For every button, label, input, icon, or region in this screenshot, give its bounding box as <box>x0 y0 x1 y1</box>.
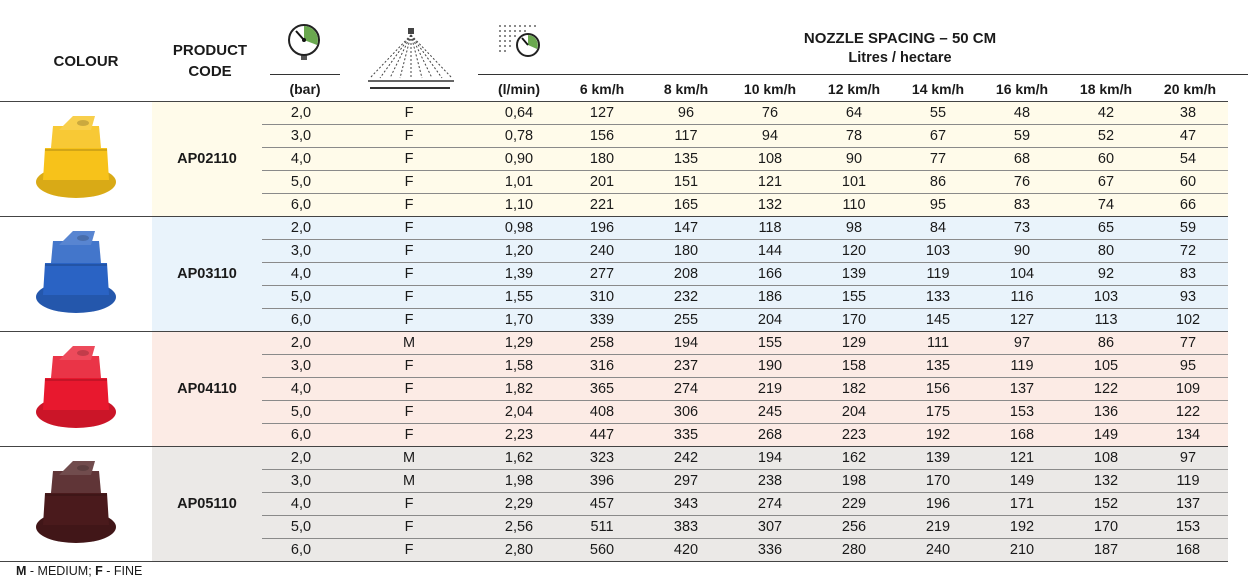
rate-cell: 76 <box>980 171 1064 194</box>
pressure-cell: 3,0 <box>262 470 340 493</box>
rate-cell: 170 <box>812 309 896 332</box>
rate-cell: 52 <box>1064 125 1148 148</box>
rate-cell: 204 <box>812 401 896 424</box>
rate-cell: 77 <box>1148 332 1228 355</box>
flow-cell: 1,29 <box>478 332 560 355</box>
rate-cell: 74 <box>1064 194 1148 217</box>
rate-cell: 127 <box>980 309 1064 332</box>
droplet-cell: F <box>340 516 478 539</box>
flow-cell: 0,90 <box>478 148 560 171</box>
rate-cell: 96 <box>644 102 728 125</box>
spray-pattern-icon <box>368 28 454 87</box>
rate-cell: 182 <box>812 378 896 401</box>
rate-cell: 245 <box>728 401 812 424</box>
rate-cell: 144 <box>728 240 812 263</box>
rate-cell: 119 <box>1148 470 1228 493</box>
rate-cell: 139 <box>896 447 980 470</box>
speed-header: 6 km/h <box>579 81 625 97</box>
rate-cell: 95 <box>1148 355 1228 378</box>
rate-cell: 94 <box>728 125 812 148</box>
rate-cell: 95 <box>896 194 980 217</box>
flow-cell: 0,64 <box>478 102 560 125</box>
speed-header: 10 km/h <box>743 81 797 97</box>
speed-header: 16 km/h <box>995 81 1049 97</box>
rate-cell: 162 <box>812 447 896 470</box>
rate-cell: 54 <box>1148 148 1228 171</box>
pressure-unit: (bar) <box>289 81 321 97</box>
table-row <box>0 217 1228 240</box>
rate-cell: 190 <box>728 355 812 378</box>
rate-cell: 119 <box>896 263 980 286</box>
rate-cell: 119 <box>980 355 1064 378</box>
rate-cell: 136 <box>1064 401 1148 424</box>
rate-cell: 180 <box>560 148 644 171</box>
flow-cell: 1,01 <box>478 171 560 194</box>
droplet-cell: F <box>340 194 478 217</box>
rate-cell: 223 <box>812 424 896 447</box>
rate-cell: 232 <box>644 286 728 309</box>
rate-cell: 122 <box>1148 401 1228 424</box>
rate-cell: 108 <box>728 148 812 171</box>
rate-cell: 221 <box>560 194 644 217</box>
table-row <box>0 102 1228 125</box>
rate-cell: 113 <box>1064 309 1148 332</box>
pressure-gauge-icon <box>283 23 325 66</box>
pressure-cell: 4,0 <box>262 148 340 171</box>
rate-cell: 97 <box>1148 447 1228 470</box>
pressure-cell: 5,0 <box>262 401 340 424</box>
droplet-cell: F <box>340 171 478 194</box>
rate-cell: 38 <box>1148 102 1228 125</box>
rate-cell: 145 <box>896 309 980 332</box>
rate-cell: 186 <box>728 286 812 309</box>
flow-cell: 1,82 <box>478 378 560 401</box>
droplet-cell: F <box>340 309 478 332</box>
rate-cell: 116 <box>980 286 1064 309</box>
rate-cell: 67 <box>896 125 980 148</box>
rate-cell: 196 <box>896 493 980 516</box>
rate-cell: 166 <box>728 263 812 286</box>
pressure-cell: 4,0 <box>262 378 340 401</box>
rate-cell: 229 <box>812 493 896 516</box>
rate-cell: 90 <box>812 148 896 171</box>
rate-cell: 152 <box>1064 493 1148 516</box>
rate-cell: 447 <box>560 424 644 447</box>
rate-cell: 104 <box>980 263 1064 286</box>
rate-cell: 208 <box>644 263 728 286</box>
rate-cell: 117 <box>644 125 728 148</box>
rate-cell: 396 <box>560 470 644 493</box>
rate-cell: 151 <box>644 171 728 194</box>
rate-cell: 168 <box>980 424 1064 447</box>
speed-header: 20 km/h <box>1163 81 1217 97</box>
flow-cell: 1,58 <box>478 355 560 378</box>
rate-cell: 365 <box>560 378 644 401</box>
rate-cell: 238 <box>728 470 812 493</box>
rate-cell: 149 <box>1064 424 1148 447</box>
rate-cell: 133 <box>896 286 980 309</box>
speed-header: 18 km/h <box>1079 81 1133 97</box>
flow-meter-icon <box>497 23 543 72</box>
rate-cell: 132 <box>728 194 812 217</box>
rate-cell: 59 <box>980 125 1064 148</box>
pressure-cell: 6,0 <box>262 194 340 217</box>
droplet-cell: F <box>340 424 478 447</box>
droplet-cell: F <box>340 286 478 309</box>
product-code: AP05110 <box>152 447 262 562</box>
rate-cell: 343 <box>644 493 728 516</box>
rate-cell: 165 <box>644 194 728 217</box>
rate-cell: 55 <box>896 102 980 125</box>
rate-cell: 198 <box>812 470 896 493</box>
rate-cell: 135 <box>896 355 980 378</box>
rate-cell: 122 <box>1064 378 1148 401</box>
pressure-cell: 6,0 <box>262 424 340 447</box>
rate-cell: 457 <box>560 493 644 516</box>
rate-cell: 118 <box>728 217 812 240</box>
nozzle-image <box>0 217 152 332</box>
rate-cell: 170 <box>1064 516 1148 539</box>
rate-cell: 158 <box>812 355 896 378</box>
rate-cell: 132 <box>1064 470 1148 493</box>
speed-header: 14 km/h <box>911 81 965 97</box>
rate-cell: 335 <box>644 424 728 447</box>
pressure-cell: 4,0 <box>262 493 340 516</box>
droplet-cell: F <box>340 378 478 401</box>
rate-cell: 277 <box>560 263 644 286</box>
legend-f-key: F <box>95 564 103 578</box>
rate-cell: 93 <box>1148 286 1228 309</box>
rate-cell: 155 <box>812 286 896 309</box>
pressure-divider <box>270 74 340 75</box>
rate-cell: 92 <box>1064 263 1148 286</box>
rate-cell: 109 <box>1148 378 1228 401</box>
rate-cell: 255 <box>644 309 728 332</box>
legend-m-text: - MEDIUM; <box>26 564 96 578</box>
rate-cell: 103 <box>896 240 980 263</box>
droplet-cell: F <box>340 125 478 148</box>
legend-f-text: - FINE <box>102 564 143 578</box>
rate-cell: 86 <box>896 171 980 194</box>
pressure-cell: 3,0 <box>262 240 340 263</box>
rate-cell: 204 <box>728 309 812 332</box>
rate-cell: 306 <box>644 401 728 424</box>
rate-cell: 120 <box>812 240 896 263</box>
rate-cell: 66 <box>1148 194 1228 217</box>
rate-cell: 127 <box>560 102 644 125</box>
table-row <box>0 332 1228 355</box>
rate-cell: 268 <box>728 424 812 447</box>
rate-cell: 149 <box>980 470 1064 493</box>
flow-cell: 1,98 <box>478 470 560 493</box>
pressure-cell: 3,0 <box>262 125 340 148</box>
rate-cell: 219 <box>896 516 980 539</box>
pressure-cell: 2,0 <box>262 102 340 125</box>
rate-cell: 187 <box>1064 539 1148 562</box>
flow-cell: 1,39 <box>478 263 560 286</box>
flow-cell: 2,23 <box>478 424 560 447</box>
flow-cell: 2,80 <box>478 539 560 562</box>
spray-underline <box>370 87 450 89</box>
rate-cell: 242 <box>644 447 728 470</box>
rate-cell: 194 <box>728 447 812 470</box>
rate-cell: 219 <box>728 378 812 401</box>
rate-cell: 339 <box>560 309 644 332</box>
pressure-cell: 4,0 <box>262 263 340 286</box>
rate-cell: 147 <box>644 217 728 240</box>
rate-cell: 68 <box>980 148 1064 171</box>
rate-cell: 153 <box>980 401 1064 424</box>
nozzle-image <box>0 332 152 447</box>
rate-cell: 511 <box>560 516 644 539</box>
droplet-cell: F <box>340 102 478 125</box>
droplet-cell: F <box>340 401 478 424</box>
speed-header: 8 km/h <box>663 81 709 97</box>
rate-cell: 111 <box>896 332 980 355</box>
pressure-cell: 6,0 <box>262 309 340 332</box>
speed-header: 12 km/h <box>827 81 881 97</box>
flow-cell: 2,04 <box>478 401 560 424</box>
product-code: AP02110 <box>152 102 262 217</box>
rate-cell: 168 <box>1148 539 1228 562</box>
rate-cell: 83 <box>980 194 1064 217</box>
rate-cell: 97 <box>980 332 1064 355</box>
rate-cell: 408 <box>560 401 644 424</box>
pressure-cell: 6,0 <box>262 539 340 562</box>
droplet-cell: F <box>340 148 478 171</box>
rate-cell: 42 <box>1064 102 1148 125</box>
rate-cell: 310 <box>560 286 644 309</box>
nozzle-image <box>0 447 152 562</box>
rate-cell: 98 <box>812 217 896 240</box>
rate-cell: 76 <box>728 102 812 125</box>
rate-cell: 240 <box>560 240 644 263</box>
product-code: AP03110 <box>152 217 262 332</box>
rate-cell: 137 <box>1148 493 1228 516</box>
pressure-cell: 3,0 <box>262 355 340 378</box>
droplet-cell: M <box>340 447 478 470</box>
rate-cell: 59 <box>1148 217 1228 240</box>
pressure-cell: 5,0 <box>262 516 340 539</box>
rate-cell: 307 <box>728 516 812 539</box>
rate-cell: 65 <box>1064 217 1148 240</box>
pressure-cell: 2,0 <box>262 447 340 470</box>
rate-cell: 47 <box>1148 125 1228 148</box>
rate-cell: 83 <box>1148 263 1228 286</box>
rate-cell: 101 <box>812 171 896 194</box>
pressure-cell: 5,0 <box>262 171 340 194</box>
droplet-cell: F <box>340 493 478 516</box>
flow-cell: 2,56 <box>478 516 560 539</box>
product-code-header-line1: PRODUCT <box>172 42 248 59</box>
rate-cell: 78 <box>812 125 896 148</box>
rate-cell: 258 <box>560 332 644 355</box>
rate-cell: 201 <box>560 171 644 194</box>
spacing-title: NOZZLE SPACING – 50 CM <box>803 30 997 47</box>
rate-cell: 73 <box>980 217 1064 240</box>
rate-cell: 134 <box>1148 424 1228 447</box>
rate-cell: 60 <box>1148 171 1228 194</box>
rate-cell: 323 <box>560 447 644 470</box>
rate-cell: 170 <box>896 470 980 493</box>
rate-cell: 102 <box>1148 309 1228 332</box>
rate-cell: 175 <box>896 401 980 424</box>
flow-cell: 1,70 <box>478 309 560 332</box>
product-code: AP04110 <box>152 332 262 447</box>
legend <box>16 564 142 578</box>
rate-cell: 121 <box>980 447 1064 470</box>
rate-cell: 129 <box>812 332 896 355</box>
nozzle-table <box>0 101 1228 562</box>
rate-cell: 84 <box>896 217 980 240</box>
rate-cell: 316 <box>560 355 644 378</box>
rate-cell: 48 <box>980 102 1064 125</box>
flow-cell: 0,98 <box>478 217 560 240</box>
rate-cell: 192 <box>896 424 980 447</box>
rate-cell: 240 <box>896 539 980 562</box>
rate-cell: 336 <box>728 539 812 562</box>
spacing-subtitle: Litres / hectare <box>848 50 952 66</box>
rate-cell: 139 <box>812 263 896 286</box>
rate-cell: 64 <box>812 102 896 125</box>
product-code-header <box>158 40 262 82</box>
pressure-cell: 2,0 <box>262 217 340 240</box>
flow-cell: 1,55 <box>478 286 560 309</box>
flow-unit: (l/min) <box>498 81 540 97</box>
rate-cell: 297 <box>644 470 728 493</box>
rate-cell: 155 <box>728 332 812 355</box>
rate-cell: 137 <box>980 378 1064 401</box>
rate-cell: 80 <box>1064 240 1148 263</box>
rate-cell: 196 <box>560 217 644 240</box>
rate-cell: 280 <box>812 539 896 562</box>
rate-cell: 121 <box>728 171 812 194</box>
rate-cell: 110 <box>812 194 896 217</box>
rate-cell: 237 <box>644 355 728 378</box>
rate-cell: 135 <box>644 148 728 171</box>
table-row <box>0 447 1228 470</box>
rate-cell: 256 <box>812 516 896 539</box>
droplet-cell: M <box>340 470 478 493</box>
rate-cell: 560 <box>560 539 644 562</box>
rate-cell: 105 <box>1064 355 1148 378</box>
product-code-header-line2: CODE <box>188 63 232 80</box>
droplet-cell: F <box>340 240 478 263</box>
pressure-cell: 2,0 <box>262 332 340 355</box>
flow-cell: 1,62 <box>478 447 560 470</box>
droplet-cell: M <box>340 332 478 355</box>
rate-cell: 210 <box>980 539 1064 562</box>
rate-cell: 156 <box>560 125 644 148</box>
rate-cell: 60 <box>1064 148 1148 171</box>
rate-cell: 274 <box>644 378 728 401</box>
legend-m-key: M <box>16 564 27 578</box>
pressure-cell: 5,0 <box>262 286 340 309</box>
rate-cell: 192 <box>980 516 1064 539</box>
rate-cell: 77 <box>896 148 980 171</box>
rate-cell: 171 <box>980 493 1064 516</box>
nozzle-image <box>0 102 152 217</box>
rate-cell: 86 <box>1064 332 1148 355</box>
droplet-cell: F <box>340 217 478 240</box>
flow-cell: 2,29 <box>478 493 560 516</box>
rate-cell: 180 <box>644 240 728 263</box>
flow-cell: 1,10 <box>478 194 560 217</box>
rate-cell: 274 <box>728 493 812 516</box>
flow-cell: 0,78 <box>478 125 560 148</box>
droplet-cell: F <box>340 263 478 286</box>
rate-cell: 383 <box>644 516 728 539</box>
rate-cell: 90 <box>980 240 1064 263</box>
colour-header: COLOUR <box>53 53 119 70</box>
speed-divider <box>478 74 1248 75</box>
rate-cell: 420 <box>644 539 728 562</box>
rate-cell: 156 <box>896 378 980 401</box>
rate-cell: 153 <box>1148 516 1228 539</box>
rate-cell: 72 <box>1148 240 1228 263</box>
flow-cell: 1,20 <box>478 240 560 263</box>
rate-cell: 194 <box>644 332 728 355</box>
droplet-cell: F <box>340 355 478 378</box>
rate-cell: 108 <box>1064 447 1148 470</box>
rate-cell: 67 <box>1064 171 1148 194</box>
rate-cell: 103 <box>1064 286 1148 309</box>
droplet-cell: F <box>340 539 478 562</box>
